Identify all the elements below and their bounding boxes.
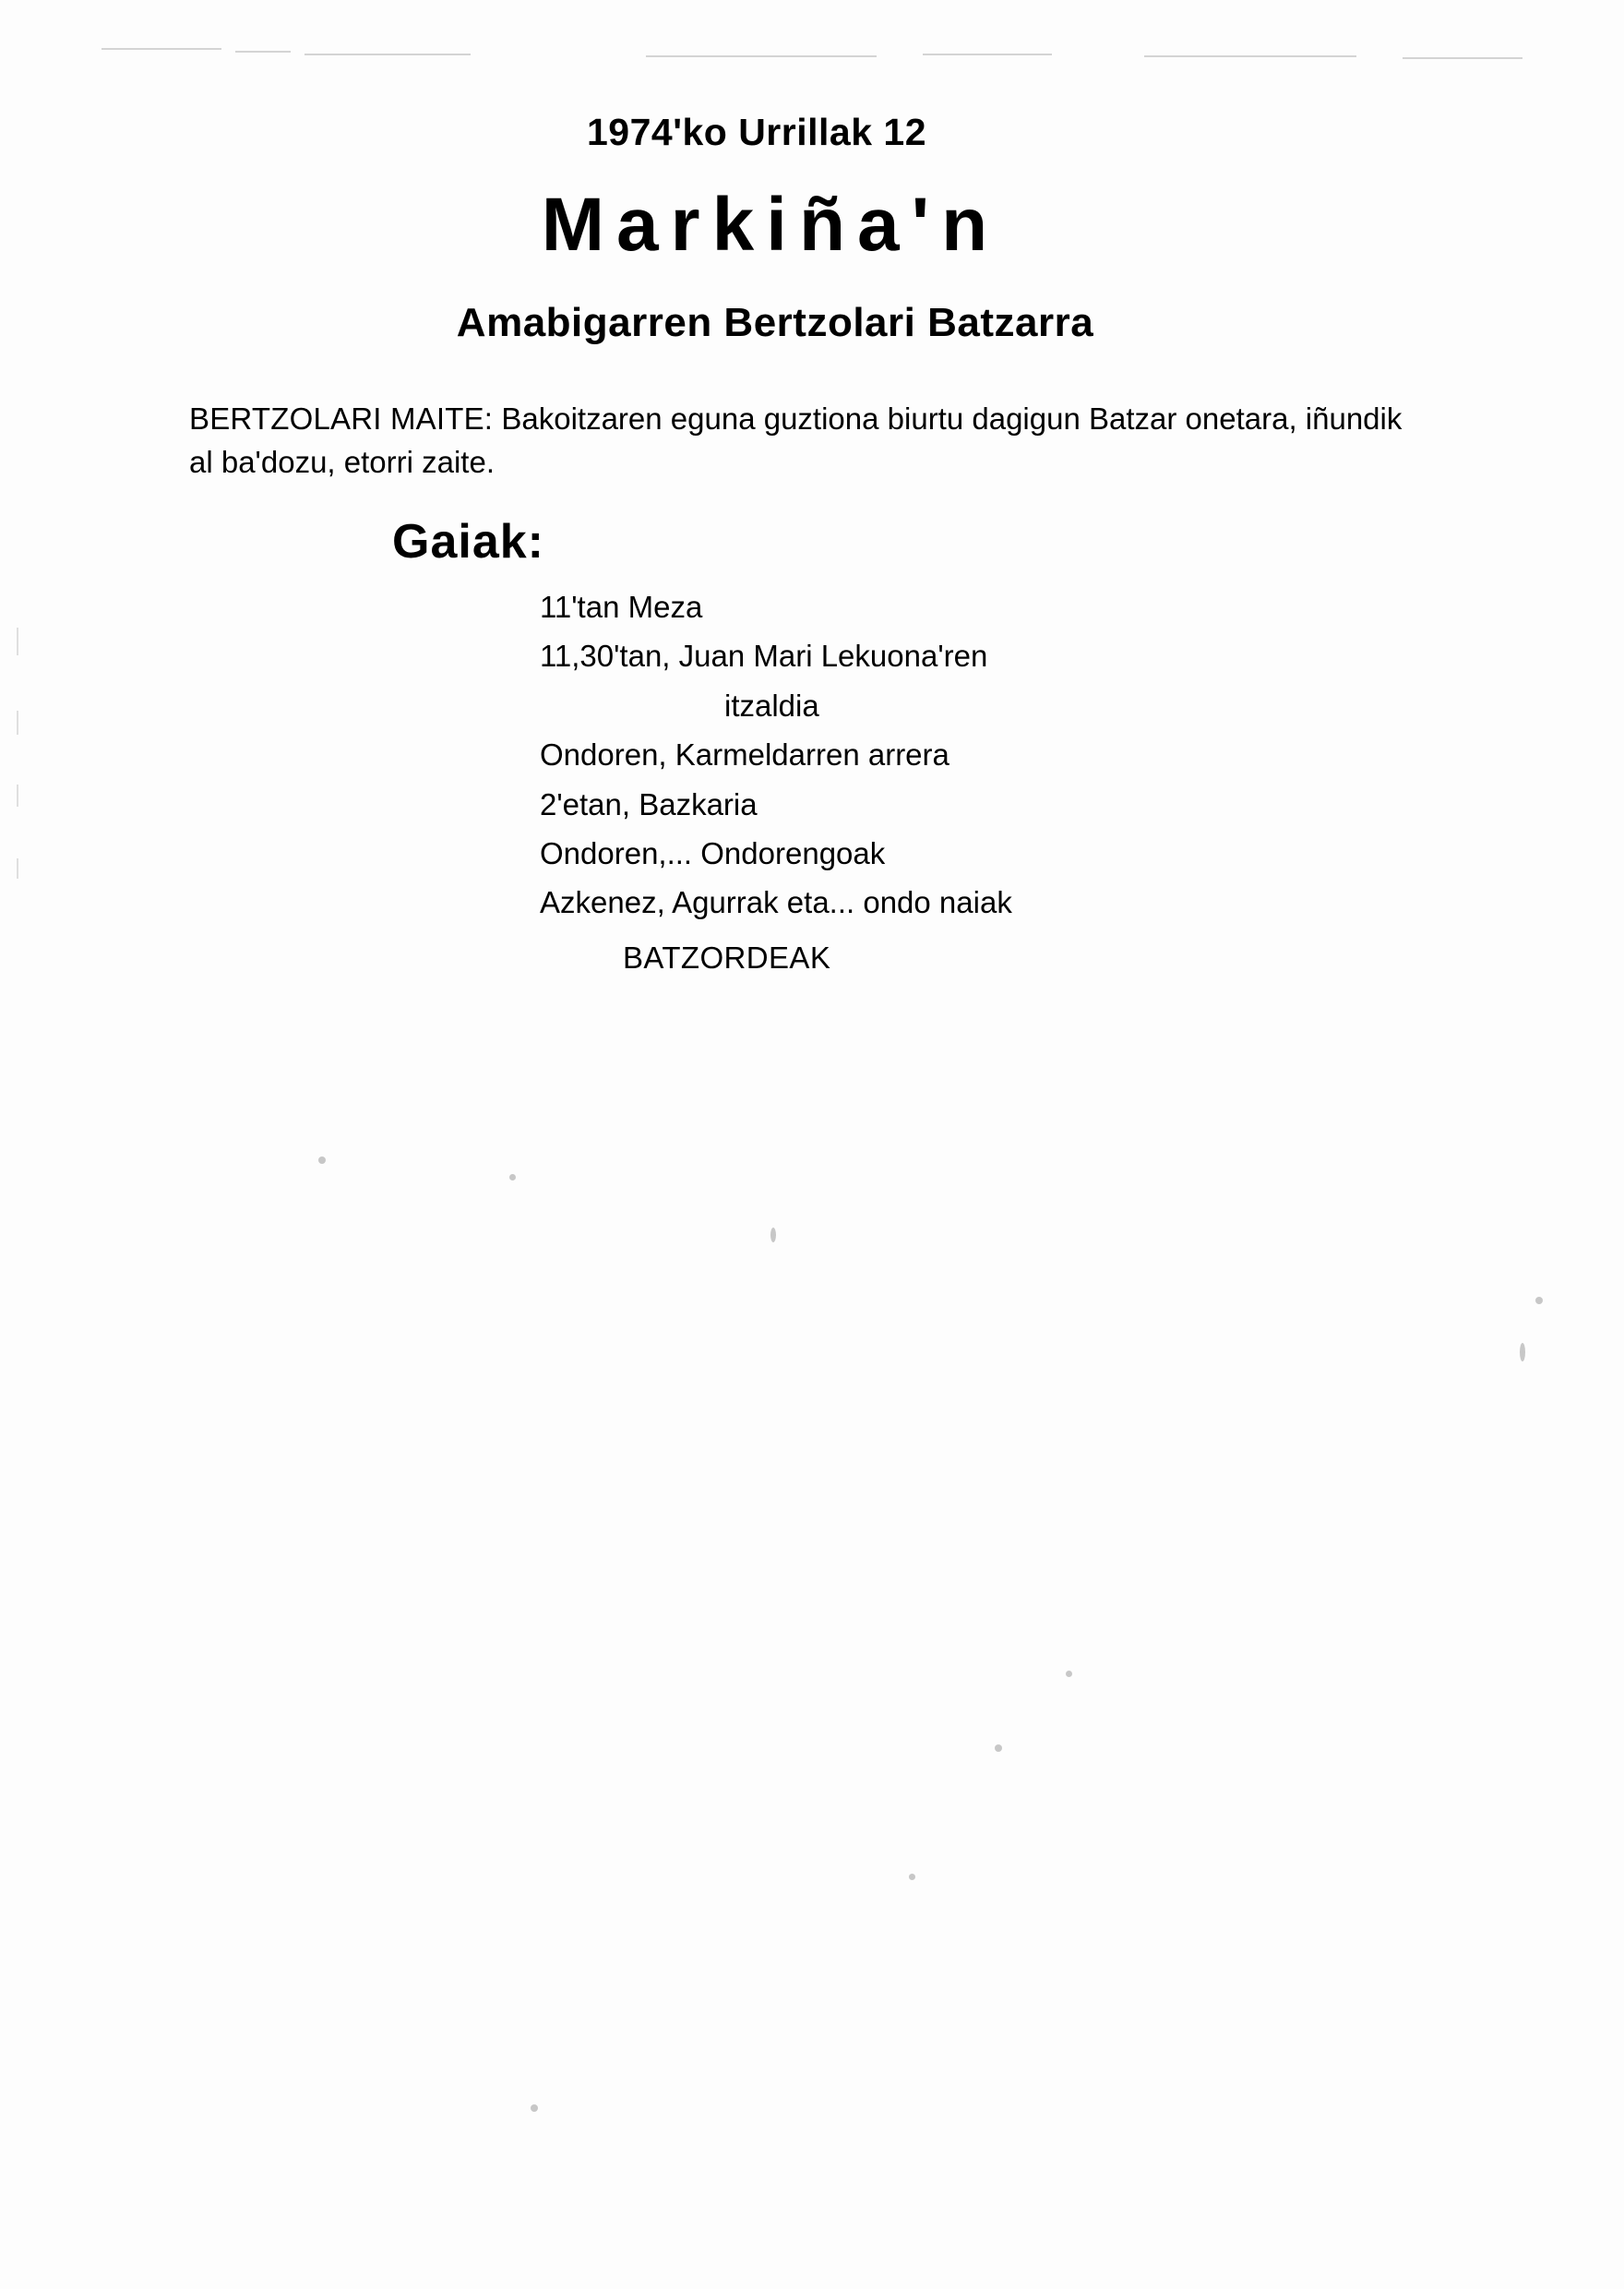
- greeting-label: BERTZOLARI MAITE:: [189, 401, 494, 436]
- event-date: 1974'ko Urrillak 12: [587, 111, 926, 153]
- agenda-item: 11,30'tan, Juan Mari Lekuona'ren: [540, 639, 988, 674]
- document-body: [0, 0, 1624, 982]
- agenda-item: Ondoren,... Ondorengoak: [540, 835, 886, 870]
- scan-speck-8: [909, 1874, 915, 1880]
- agenda-item: Azkenez, Agurrak eta... ondo naiak: [540, 885, 1012, 920]
- event-subtitle: Amabigarren Bertzolari Batzarra: [456, 300, 1094, 345]
- agenda-heading: Gaiak:: [392, 514, 544, 569]
- agenda-item: itzaldia: [724, 688, 819, 723]
- page-title: Markiña'n: [541, 183, 1000, 267]
- scan-speck-4: [1535, 1297, 1543, 1304]
- scan-speck-7: [995, 1744, 1002, 1752]
- scan-speck-2: [509, 1174, 516, 1180]
- scan-speck-6: [1066, 1671, 1072, 1677]
- scan-speck-9: [531, 2104, 538, 2112]
- agenda-item: 11'tan Meza: [540, 589, 703, 624]
- greeting-body: Bakoitzaren eguna guztiona biurtu dagigun Batzar onetara, iñundik al ba'dozu, etorri zaite.: [189, 401, 1403, 479]
- agenda-item: 2'etan, Bazkaria: [540, 786, 758, 821]
- signature: BATZORDEAK: [623, 940, 831, 975]
- scan-speck-5: [1520, 1343, 1525, 1361]
- scan-speck-3: [770, 1228, 776, 1242]
- agenda-item: Ondoren, Karmeldarren arrera: [540, 737, 949, 773]
- scan-speck-1: [318, 1156, 326, 1164]
- greeting-paragraph: [189, 398, 1426, 485]
- agenda-list: [540, 582, 1624, 983]
